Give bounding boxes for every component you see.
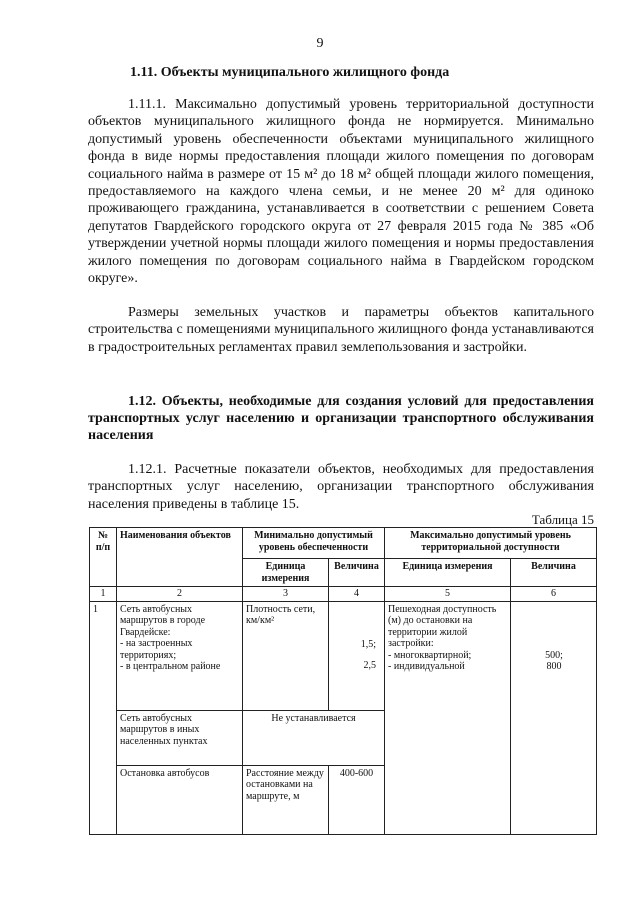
header-max-group: Максимально допустимый уровень территориальной доступности [385, 528, 597, 559]
col-number-6: 6 [511, 587, 597, 602]
col-number-2: 2 [117, 587, 243, 602]
row2-name: Сеть автобусных маршрутов в иных населенных пунктах [117, 710, 243, 765]
header-name: Наименования объектов [117, 528, 243, 587]
row1-min-value-2: 2,5 [363, 660, 376, 671]
section-1-12-paragraph-1: 1.12.1. Расчетные показатели объектов, необходимых для предоставления транспортных услуг населению, организации транспортного обслуживания населения приведены в таблице 15. [88, 462, 594, 512]
section-1-11-heading: 1.11. Объекты муниципального жилищного фонда [130, 65, 450, 80]
row1-num: 1 [90, 601, 117, 834]
row3-name: Остановка автобусов [117, 765, 243, 834]
section-1-11-paragraph-2: Размеры земельных участков и параметры объектов капитального строительства с помещениями муниципального жилищного фонда устанавливаются в градостроительных регламентах правил землепользования и застройки. [88, 305, 594, 355]
section-1-12-heading: 1.12. Объекты, необходимые для создания условий для предоставления транспортных услуг населению и организации транспортного обслуживания населения [88, 394, 594, 443]
table-caption: Таблица 15 [531, 512, 594, 527]
row2-min-merged: Не устанавливается [243, 710, 385, 765]
row1-name: Сеть автобусных маршрутов в городе Гвардейске: - на застроенных территориях; - в центральном районе [117, 601, 243, 710]
col-number-4: 4 [329, 587, 385, 602]
header-min-value: Величина [329, 559, 385, 587]
row3-min-unit: Расстояние между остановками на маршруте, м [243, 765, 329, 834]
col-number-1: 1 [90, 587, 117, 602]
header-min-group: Минимально допустимый уровень обеспеченности [243, 528, 385, 559]
header-max-unit: Единица измерения [385, 559, 511, 587]
row1-min-unit: Плотность сети, км/км² [243, 601, 329, 710]
section-1-11-paragraph-1: 1.11.1. Максимально допустимый уровень территориальной доступности объектов муниципального жилищного фонда не нормируется. Минимально допустимый уровень обеспеченности объектами муниципального жилищного фонда в виде нормы предоставления площади жилого помещения по договорам социального найма в размере от 15 м² до 18 м² общей площади жилого помещения, предоставляемого на каждого члена семьи, и не менее 20 м² для одиноко проживающего гражданина, устанавливается в соответствии с решением Совета депутатов Гвардейского городского округа от 27 февраля 2015 года № 385 «Об утверждении учетной нормы площади жилого помещения и нормы предоставления жилого помещения по договорам социального найма в Гвардейском городском округе». [88, 97, 594, 287]
row1-max-value: 500; 800 [545, 649, 563, 672]
row3-min-value: 400-600 [329, 765, 385, 834]
header-max-value: Величина [511, 559, 597, 587]
table-15 [89, 527, 597, 835]
row1-min-value [329, 601, 385, 710]
col-number-3: 3 [243, 587, 329, 602]
row1-min-value-1: 1,5; [360, 638, 376, 650]
col-number-5: 5 [385, 587, 511, 602]
page-number: 9 [316, 36, 324, 51]
header-min-unit: Единица измерения [243, 559, 329, 587]
row1-max-value-cell [511, 601, 597, 834]
header-num: № п/п [90, 528, 117, 587]
row1-max-unit: Пешеходная доступность (м) до остановки на территории жилой застройки: - многоквартирной; - индивидуальной [385, 601, 511, 834]
